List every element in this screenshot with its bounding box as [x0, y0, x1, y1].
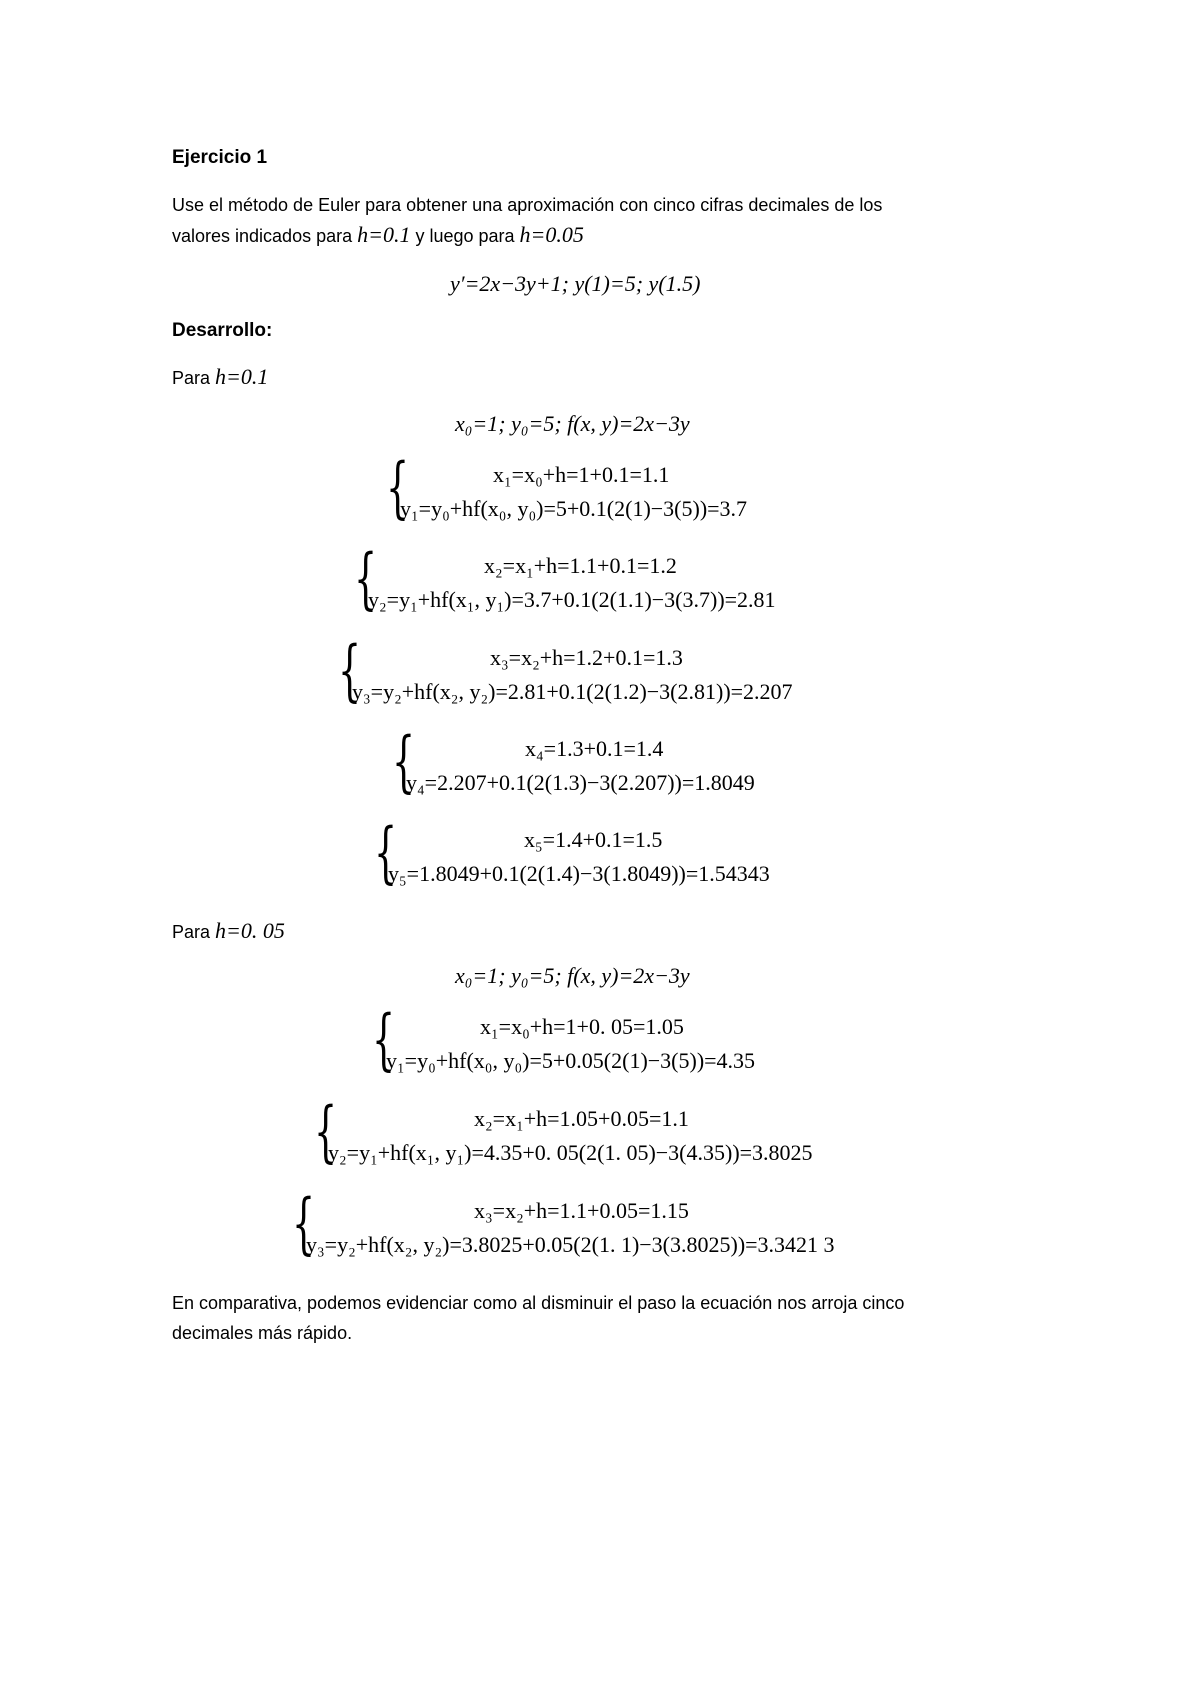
development-heading: Desarrollo:	[172, 320, 273, 341]
part2-initial-conditions: x₀=1; y₀=5; f(x, y)=2x−3y	[455, 963, 690, 988]
brace-icon: {	[386, 449, 410, 526]
part1-label-h: h=0.1	[215, 364, 269, 389]
part2-label-pre: Para	[172, 922, 216, 942]
part1-step-4-y: y₄=2.207+0.1(2(1.3)−3(2.207))=1.8049	[406, 770, 755, 795]
part2-step-1-y: y₁=y₀+hf(x₀, y₀)=5+0.05(2(1)−3(5))=4.35	[386, 1048, 756, 1073]
part1-initial-conditions: x₀=1; y₀=5; f(x, y)=2x−3y	[455, 411, 690, 436]
part1-step-2-y: y₂=y₁+hf(x₁, y₁)=3.7+0.1(2(1.1)−3(3.7))=2.81	[368, 587, 776, 612]
part2-step-1-x: x₁=x₀+h=1+0. 05=1.05	[480, 1014, 684, 1039]
part1-step-3-y: y₃=y₂+hf(x₂, y₂)=2.81+0.1(2(1.2)−3(2.81))=2.207	[352, 679, 793, 704]
part1-step-4-x: x₄=1.3+0.1=1.4	[525, 736, 664, 761]
statement-line-2	[172, 220, 584, 251]
part2-label-h: h=0. 05	[215, 918, 285, 943]
part2-step-3-x: x₃=x₂+h=1.1+0.05=1.15	[474, 1198, 689, 1223]
brace-icon: {	[338, 632, 362, 709]
part1-label	[172, 362, 268, 393]
conclusion-line-2: decimales más rápido.	[172, 1323, 353, 1343]
ode-equation: y′=2x−3y+1; y(1)=5; y(1.5)	[450, 271, 701, 296]
part1-step-5-x: x₅=1.4+0.1=1.5	[524, 827, 663, 852]
part2-label	[172, 916, 285, 947]
part1-step-1-y: y₁=y₀+hf(x₀, y₀)=5+0.1(2(1)−3(5))=3.7	[400, 496, 748, 521]
exercise-title: Ejercicio 1	[172, 147, 268, 168]
part2-step-3-y: y₃=y₂+hf(x₂, y₂)=3.8025+0.05(2(1. 1)−3(3.8025))=3.3421 3	[306, 1232, 835, 1257]
brace-icon: {	[372, 1001, 396, 1078]
brace-icon: {	[292, 1185, 316, 1262]
brace-icon: {	[354, 540, 378, 617]
brace-icon: {	[374, 814, 398, 891]
part1-step-5-y: y₅=1.8049+0.1(2(1.4)−3(1.8049))=1.54343	[388, 861, 770, 886]
statement-h2: h=0.05	[519, 222, 584, 247]
statement-h1: h=0.1	[357, 222, 411, 247]
statement-line-2-mid: y luego para	[410, 226, 520, 246]
part1-step-2-x: x₂=x₁+h=1.1+0.1=1.2	[484, 553, 677, 578]
part2-step-2-x: x₂=x₁+h=1.05+0.05=1.1	[474, 1106, 689, 1131]
statement-line-2-pre: valores indicados para	[172, 226, 358, 246]
statement-line-1: Use el método de Euler para obtener una aproximación con cinco cifras decimales de los	[172, 195, 883, 215]
brace-icon: {	[392, 723, 416, 800]
conclusion-line-1: En comparativa, podemos evidenciar como al disminuir el paso la ecuación nos arroja cinco	[172, 1293, 905, 1313]
part1-label-pre: Para	[172, 368, 216, 388]
brace-icon: {	[314, 1093, 338, 1170]
part1-step-1-x: x₁=x₀+h=1+0.1=1.1	[493, 462, 670, 487]
part2-step-2-y: y₂=y₁+hf(x₁, y₁)=4.35+0. 05(2(1. 05)−3(4.35))=3.8025	[328, 1140, 813, 1165]
part1-step-3-x: x₃=x₂+h=1.2+0.1=1.3	[490, 645, 683, 670]
